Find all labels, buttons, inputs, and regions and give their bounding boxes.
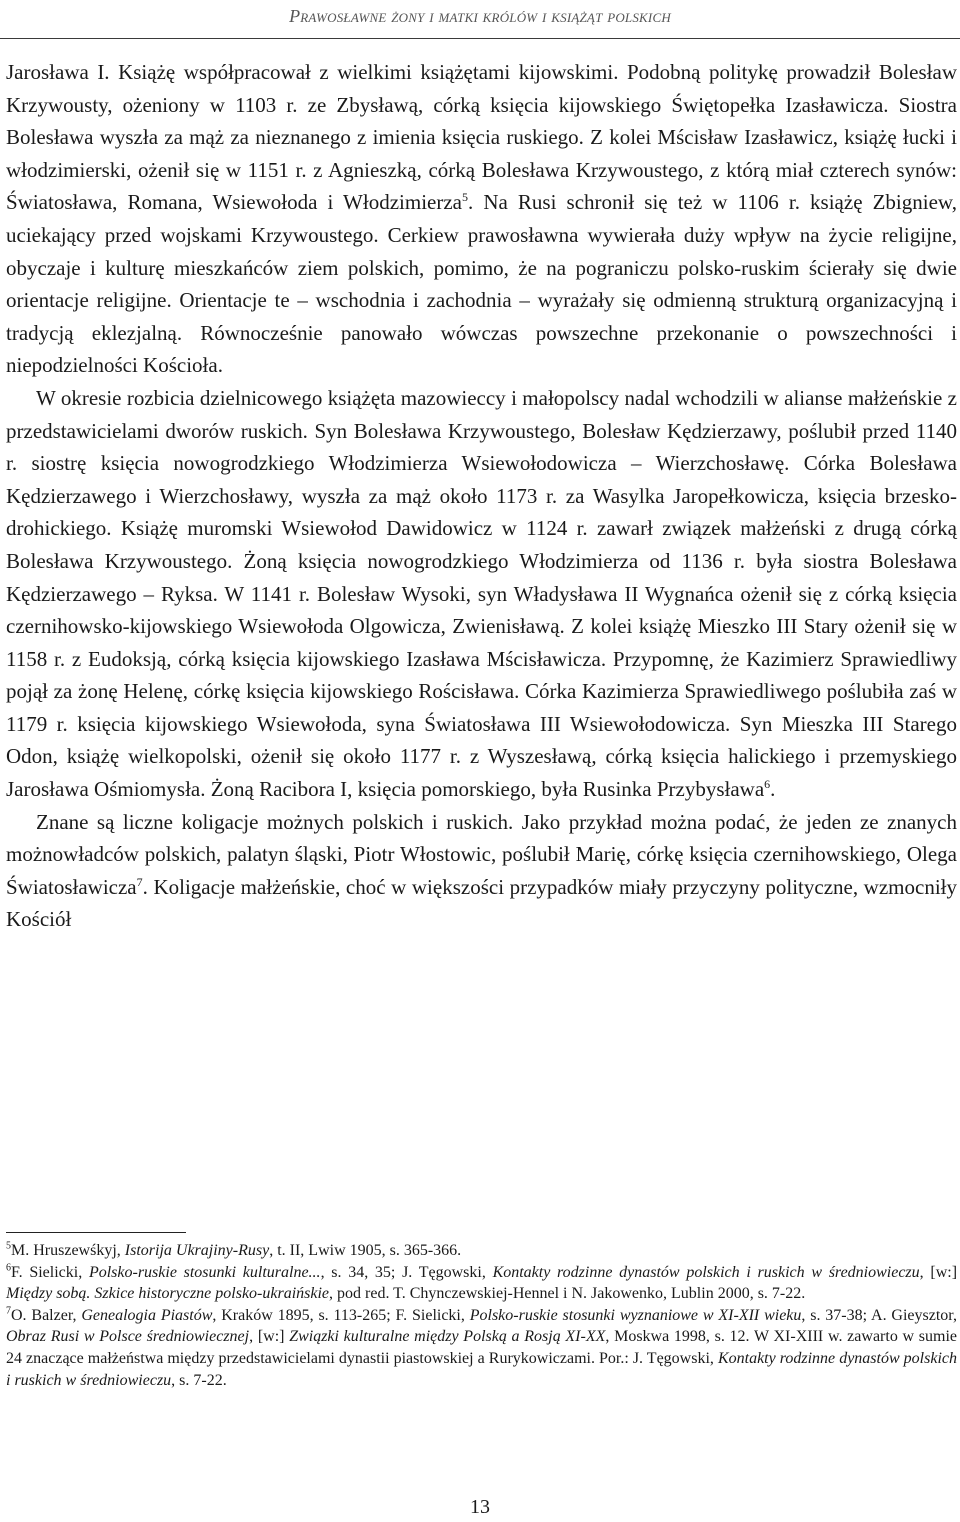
paragraph-3 — [6, 806, 957, 936]
paragraph-3-part-b: . Koligacje małżeńskie, choć w większości przypadków miały przyczyny polityczne, wzmocniły Kościół — [6, 874, 957, 932]
footnote-text: , pod red. T. Chynczewskiej-Hennel i N. Jakowenko, Lublin 2000, s. 7-22. — [329, 1285, 806, 1303]
footnote-text: , t. II, Lwiw 1905, s. 365-366. — [269, 1242, 462, 1259]
footnote-title: Między sobą. Szkice historyczne polsko-ukraińskie — [6, 1285, 330, 1303]
footnote-number: 5 — [6, 1240, 11, 1252]
footnote-ref-7: 7 — [136, 874, 143, 889]
footnote-7 — [6, 1305, 957, 1391]
paragraph-2 — [6, 382, 957, 806]
footnote-text: , [w:] — [249, 1328, 290, 1346]
footnote-title: Związki kulturalne między Polską a Rosją XI-XX — [289, 1328, 606, 1346]
footnote-title: Obraz Rusi w Polsce średniowiecznej — [6, 1328, 250, 1346]
footnote-text: , s. 7-22. — [171, 1371, 227, 1389]
footnote-text: M. Hruszewśkyj, — [11, 1242, 125, 1259]
header-rule — [0, 38, 960, 39]
footnote-text: O. Balzer, — [11, 1306, 82, 1324]
footnote-title: Kontakty rodzinne dynastów polskich i ruskich w średniowieczu — [492, 1263, 920, 1281]
footnote-title: Genealogia Piastów — [81, 1306, 213, 1324]
running-header: Prawosławne żony i matki królów i książąt polskich — [289, 6, 671, 26]
page-number: 13 — [470, 1496, 490, 1518]
paragraph-1-part-b: . Na Rusi schronił się też w 1106 r. książę Zbigniew, uciekający przed wojskami Krzywoustego. Cerkiew prawosławna wywierała duży wpływ na życie religijne, obyczaje i kulturę mieszkańców ziem polskich, pomimo, że na pograniczu polsko-ruskim ścierały się dwie orientacje religijne. Orientacje te – wschodnia i zachodnia – wyrażały się odmienną strukturą organizacyjną i tradycją eklezjalną. Równocześnie panowało wówczas powszechne przekonanie o powszechności i niepodzielności Kościoła. — [6, 190, 957, 378]
footnote-number: 7 — [6, 1305, 11, 1317]
footnote-title: Istorija Ukrajiny-Rusy — [124, 1242, 270, 1259]
footnote-rule — [6, 1232, 186, 1233]
footnote-ref-6: 6 — [764, 777, 771, 792]
footnotes — [6, 1240, 957, 1391]
footnote-text: F. Sielicki, — [11, 1263, 89, 1281]
footnote-text: , Kraków 1895, s. 113-265; F. Sielicki, — [212, 1306, 470, 1324]
footnote-5 — [6, 1240, 957, 1262]
footnote-6 — [6, 1262, 957, 1305]
footnote-text: , [w:] — [919, 1263, 958, 1281]
paragraph-1-part-a: Jarosława I. Książę współpracował z wielkimi książętami kijowskimi. Podobną politykę prowadził Bolesław Krzywousty, ożeniony w 1103 r. ze Zbysławą, córką księcia kijowskiego Świętopełka Izasławicza. Siostra Bolesława wyszła za mąż za nieznanego z imienia księcia ruskiego. Z kolei Mścisław Izasławicz, książę łucki i włodzimierski, ożenił się w 1151 r. z Agnieszką, córką Bolesława Krzywoustego, z którą miał czterech synów: Światosława, Romana, Wsiewołoda i Włodzimierza — [6, 60, 957, 215]
paragraph-1 — [6, 56, 957, 382]
footnote-title: Polsko-ruskie stosunki kulturalne... — [88, 1263, 321, 1281]
footnote-text: , s. 37-38; A. Gieysztor, — [801, 1306, 957, 1324]
main-text — [6, 56, 957, 936]
footnote-title: Polsko-ruskie stosunki wyznaniowe w XI-XII wieku — [469, 1306, 802, 1324]
paragraph-3-part-a: Znane są liczne koligacje możnych polskich i ruskich. Jako przykład można podać, że jeden ze znanych możnowładców polskich, palatyn śląski, Piotr Włostowic, poślubił Marię, córkę księcia czernihowskiego, Olega Światosławicza — [6, 809, 957, 899]
paragraph-2-part-a: W okresie rozbicia dzielnicowego książęta mazowieccy i małopolscy nadal wchodzili w alianse małżeńskie z przedstawicielami dworów ruskich. Syn Bolesława Krzywoustego, Bolesław Kędzierzawy, poślubił przed 1140 r. siostrę księcia nowogrodzkiego Włodzimierza Wsiewołodowicza – Wierzchosławę. Córka Bolesława Kędzierzawego i Wierzchosławy, wyszła za mąż około 1173 r. za Wasylka Jaropełkowicza, księcia brzesko-drohickiego. Książę muromski Wsiewołod Dawidowicz w 1124 r. zawarł związek małżeński z drugą córką Bolesława Krzywoustego. Żoną księcia nowogrodzkiego Włodzimierza od 1136 r. była siostra Bolesława Kędzierzawego – Ryksa. W 1141 r. Bolesław Wysoki, syn Władysława II Wygnańca ożenił się z córką księcia czernihowsko-kijowskiego Wsiewołoda Olgowicza, Zwienisławą. Z kolei książę Mieszko III Stary ożenił się w 1158 r. z Eudoksją, córką księcia kijowskiego Izasława Mścisławicza. Przypomnę, że Kazimierz Sprawiedliwy pojął za żonę Helenę, córkę księcia kijowskiego Rościsława. Córka Kazimierza Sprawiedliwego poślubiła zaś w 1179 r. księcia kijowskiego Wsiewołoda, syna Światosława III Wsiewołodowicza. Syn Mieszka III Starego Odon, książę wielkopolski, ożenił się około 1177 r. z Wyszesławą, córką księcia halickiego i przemyskiego Jarosława Ośmiomysła. Żoną Racibora I, księcia pomorskiego, była Rusinka Przybysława — [6, 385, 957, 802]
footnote-title: Kontakty rodzinne dynastów polskich i ruskich w średniowieczu — [6, 1349, 958, 1389]
footnote-ref-5: 5 — [462, 190, 468, 205]
footnote-text: , Moskwa 1998, s. 12. W XI-XIII w. zawarto w sumie 24 znaczące małżeństwa między przedstawicielami dynastii piastowskiej a Rurykowiczami. Por.: J. Tęgowski, — [6, 1328, 958, 1367]
footnote-number: 6 — [6, 1262, 11, 1274]
footnote-text: , s. 34, 35; J. Tęgowski, — [320, 1263, 493, 1281]
paragraph-2-part-b: . — [770, 777, 776, 802]
